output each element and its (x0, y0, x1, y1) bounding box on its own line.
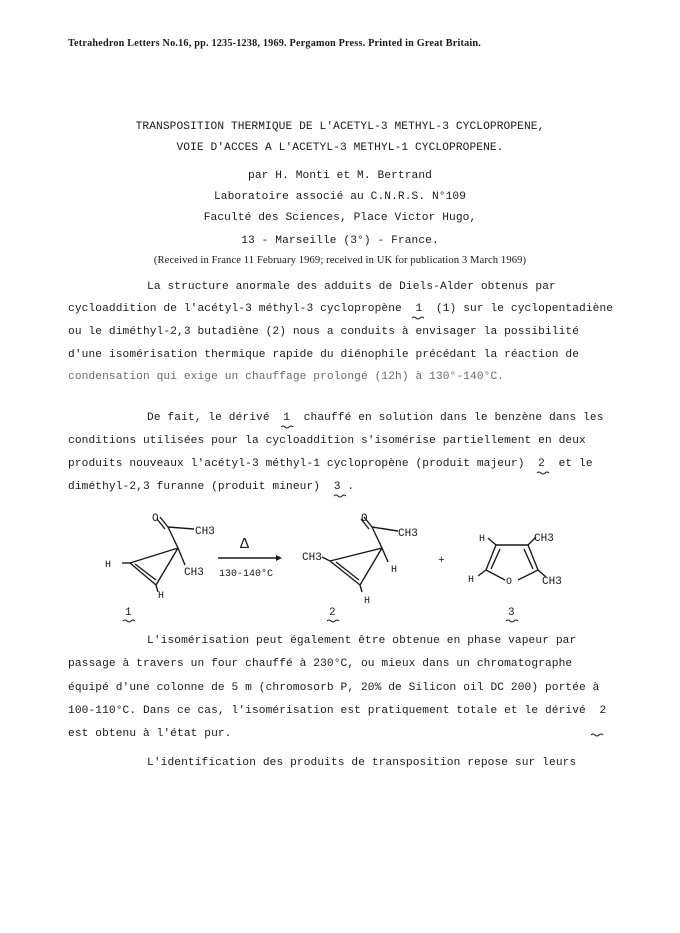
plus-sign: + (438, 555, 445, 567)
compound-1-h-left: H (105, 560, 112, 571)
paragraph-1-line-1: La structure anormale des adduits de Diels-Alder obtenus par (147, 281, 556, 293)
compound-1-ch3-top: CH3 (195, 526, 215, 538)
compound-2-ch3-top: CH3 (398, 528, 418, 540)
paragraph-2-line-1: De fait, le dérivé 1 chauffé en solution dans le benzène dans les (147, 412, 604, 424)
title-line-1: TRANSPOSITION THERMIQUE DE L'ACETYL-3 METHYL-3 CYCLOPROPENE, (135, 121, 545, 133)
wavy-underline-icon (506, 620, 518, 622)
affiliation-line-3: 13 - Marseille (3°) - France. (241, 235, 439, 247)
paragraph-1-line-3: ou le diméthyl-2,3 butadiène (2) nous a conduits à envisager la possibilité (68, 326, 580, 338)
compound-1-ch3-side: CH3 (184, 567, 204, 579)
compound-2-structure (302, 513, 418, 622)
wavy-underline-icon (327, 620, 339, 622)
journal-header: Tetrahedron Letters No.16, pp. 1235-1238, 1969. Pergamon Press. Printed in Great Britain. (68, 38, 482, 49)
paragraph-1-line-4: d'une isomérisation thermique rapide du diénophile précédant la réaction de (68, 349, 580, 361)
received-dates: (Received in France 11 February 1969; received in UK for publication 3 March 1969) (153, 255, 527, 266)
reaction-condition: 130-140°C (219, 569, 274, 580)
compound-2-ch3-left: CH3 (302, 552, 322, 564)
affiliation-line-1: Laboratoire associé au C.N.R.S. N°109 (213, 191, 467, 203)
paragraph-3-line-3: équipé d'une colonne de 5 m (chromosorb P, 20% de Silicon oil DC 200) portée à (68, 682, 600, 694)
compound-3-number: 3 (508, 607, 515, 619)
compound-2-h-right: H (391, 565, 398, 576)
paragraph-2-line-3: produits nouveaux l'acétyl-3 méthyl-1 cyclopropène (produit majeur) 2 et le (68, 458, 593, 470)
paragraph-3-line-4: 100-110°C. Dans ce cas, l'isomérisation est pratiquement totale et le dérivé 2 (68, 705, 607, 717)
title-line-2: VOIE D'ACCES A L'ACETYL-3 METHYL-1 CYCLOPROPENE. (176, 142, 504, 154)
affiliation-line-2: Faculté des Sciences, Place Victor Hugo, (203, 212, 477, 224)
oxygen-label: O (361, 513, 368, 525)
compound-3-ch3-top: CH3 (534, 533, 554, 545)
paragraph-2-line-4: diméthyl-2,3 furanne (produit mineur) 3 . (68, 481, 355, 493)
paragraph-3-line-1: L'isomérisation peut également être obtenue en phase vapeur par (147, 635, 577, 647)
heat-symbol: Δ (240, 536, 250, 553)
compound-3-ch3-bottom: CH3 (542, 576, 562, 588)
arrow-head-icon (276, 555, 282, 561)
paragraph-3-line-5: est obtenu à l'état pur. (68, 728, 232, 740)
compound-2-number: 2 (329, 607, 336, 619)
compound-3-h-bottom: H (468, 575, 475, 586)
reaction-arrow (218, 536, 282, 580)
paragraph-1-line-2: cycloaddition de l'acétyl-3 méthyl-3 cyclopropène 1 (1) sur le cyclopentadiène (68, 303, 614, 315)
compound-2-h-bottom: H (364, 596, 371, 607)
compound-3-structure (468, 533, 562, 622)
compound-1-number: 1 (125, 607, 132, 619)
paragraph-2-line-2: conditions utilisées pour la cycloaddition s'isomérise partiellement en deux (68, 435, 586, 447)
authors: par H. Monti et M. Bertrand (248, 170, 432, 182)
wavy-underline-icon (123, 620, 135, 622)
compound-1-h-bottom: H (158, 591, 165, 602)
paragraph-4-line-1: L'identification des produits de transposition repose sur leurs (147, 757, 577, 769)
paragraph-1-line-5: condensation qui exige un chauffage prolongé (12h) à 130°-140°C. (68, 371, 505, 383)
compound-1-structure (105, 513, 215, 622)
compound-3-h-top: H (479, 534, 486, 545)
oxygen-label: O (152, 513, 159, 525)
paragraph-3-line-2: passage à travers un four chauffé à 230°C, ou mieux dans un chromatographe (68, 658, 573, 670)
compound-3-oxygen: O (506, 577, 513, 588)
